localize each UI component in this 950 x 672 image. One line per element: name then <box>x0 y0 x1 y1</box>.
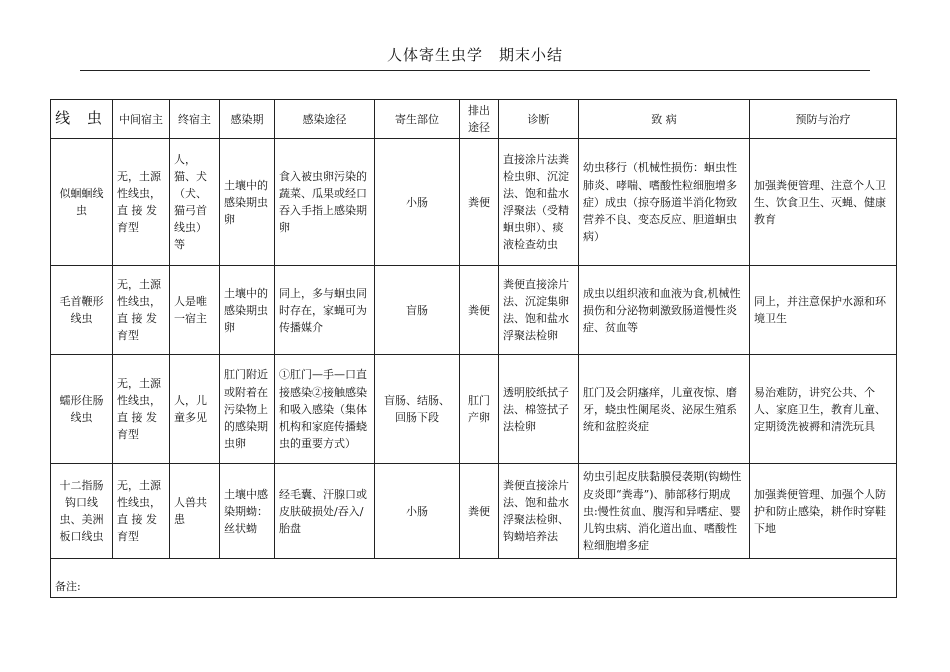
header-definitive-host: 终宿主 <box>170 100 220 139</box>
cell-infection-route: 同上，多与蛔虫同时存在，家蝇可为传播媒介 <box>275 266 375 355</box>
header-excretion-route: 排出途径 <box>460 100 499 139</box>
cell-parasitic-site: 小肠 <box>375 464 460 559</box>
remarks-label: 备注: <box>51 559 897 598</box>
cell-diagnosis: 透明胶纸拭子法、棉签拭子法检卵 <box>499 355 579 464</box>
cell-intermediate-host: 无，土源性线虫，直 接 发育型 <box>113 266 170 355</box>
summary-table <box>50 99 897 598</box>
cell-diagnosis: 粪便直接涂片法、饱和盐水浮聚法检卵、钩蚴培养法 <box>499 464 579 559</box>
cell-infective-stage: 土壤中感染期蚴：丝状蚴 <box>220 464 275 559</box>
table-header-row <box>51 100 897 139</box>
cell-definitive-host: 人，儿童多见 <box>170 355 220 464</box>
document-title: 人体寄生虫学 期末小结 <box>386 46 563 64</box>
cell-diagnosis: 粪便直接涂片法、沉淀集卵法、饱和盐水浮聚法检卵 <box>499 266 579 355</box>
table-row <box>51 464 897 559</box>
header-nematode: 线 虫 <box>51 100 113 139</box>
cell-prevention-treatment: 加强粪便管理、注意个人卫生、饮食卫生、灭蝇、健康教育 <box>750 139 897 266</box>
cell-pathogenesis: 肛门及会阴瘙痒，儿童夜惊、磨牙，蛲虫性阑尾炎、泌尿生殖系统和盆腔炎症 <box>579 355 750 464</box>
cell-pathogenesis: 幼虫移行（机械性损伤：蛔虫性肺炎、哮喘、嗜酸性粒细胞增多症）成虫（掠夺肠道半消化物致营养不良、变态反应、胆道蛔虫病） <box>579 139 750 266</box>
cell-definitive-host: 人，猫、犬（犬、猫弓首线虫）等 <box>170 139 220 266</box>
cell-infection-route: 经毛囊、汗腺口或皮肤破损处/吞入/胎盘 <box>275 464 375 559</box>
cell-nematode: 十二指肠钩口线虫、美洲板口线虫 <box>51 464 113 559</box>
cell-excretion-route: 粪便 <box>460 266 499 355</box>
remarks-row <box>51 559 897 598</box>
table-row <box>51 139 897 266</box>
cell-excretion-route: 粪便 <box>460 464 499 559</box>
cell-excretion-route: 粪便 <box>460 139 499 266</box>
cell-prevention-treatment: 同上，并注意保护水源和环境卫生 <box>750 266 897 355</box>
cell-diagnosis: 直接涂片法粪检虫卵、沉淀法、饱和盐水浮聚法（受精蛔虫卵）、痰液检查幼虫 <box>499 139 579 266</box>
cell-definitive-host: 人是唯一宿主 <box>170 266 220 355</box>
cell-pathogenesis: 幼虫引起皮肤黏膜侵袭期(钩蚴性皮炎即“粪毒”)、肺部移行期成虫:慢性贫血、腹泻和异嗜症、婴儿钩虫病、消化道出血、嗜酸性粒细胞增多症 <box>579 464 750 559</box>
cell-intermediate-host: 无，土源性线虫，直 接 发育型 <box>113 355 170 464</box>
cell-infective-stage: 土壤中的感染期虫卵 <box>220 139 275 266</box>
cell-parasitic-site: 盲肠 <box>375 266 460 355</box>
header-diagnosis: 诊断 <box>499 100 579 139</box>
cell-excretion-route: 肛门产卵 <box>460 355 499 464</box>
cell-infective-stage: 肛门附近或附着在污染物上的感染期虫卵 <box>220 355 275 464</box>
header-infection-route: 感染途径 <box>275 100 375 139</box>
header-infective-stage: 感染期 <box>220 100 275 139</box>
table-row <box>51 266 897 355</box>
header-prevention-treatment: 预防与治疗 <box>750 100 897 139</box>
cell-nematode: 毛首鞭形线虫 <box>51 266 113 355</box>
cell-intermediate-host: 无，土源性线虫，直 接 发育型 <box>113 464 170 559</box>
table-row <box>51 355 897 464</box>
header-parasitic-site: 寄生部位 <box>375 100 460 139</box>
cell-nematode: 蠕形住肠线虫 <box>51 355 113 464</box>
cell-parasitic-site: 小肠 <box>375 139 460 266</box>
cell-infection-route: ①肛门—手—口直接感染②接触感染和吸入感染（集体机构和家庭传播蛲虫的重要方式） <box>275 355 375 464</box>
cell-infection-route: 食入被虫卵污染的蔬菜、瓜果或经口吞入手指上感染期卵 <box>275 139 375 266</box>
cell-definitive-host: 人兽共患 <box>170 464 220 559</box>
header-pathogenesis: 致 病 <box>579 100 750 139</box>
title-underline <box>80 70 870 71</box>
cell-infective-stage: 土壤中的感染期虫卵 <box>220 266 275 355</box>
cell-prevention-treatment: 加强粪便管理、加强个人防护和防止感染，耕作时穿鞋下地 <box>750 464 897 559</box>
cell-parasitic-site: 盲肠、结肠、回肠下段 <box>375 355 460 464</box>
header-intermediate-host: 中间宿主 <box>113 100 170 139</box>
cell-nematode: 似蛔蛔线虫 <box>51 139 113 266</box>
cell-prevention-treatment: 易治难防，讲究公共、个人、家庭卫生，教育儿童、定期烫洗被褥和清洗玩具 <box>750 355 897 464</box>
cell-intermediate-host: 无，土源性线虫，直 接 发育型 <box>113 139 170 266</box>
cell-pathogenesis: 成虫以组织液和血液为食,机械性损伤和分泌物刺激致肠道慢性炎症、贫血等 <box>579 266 750 355</box>
